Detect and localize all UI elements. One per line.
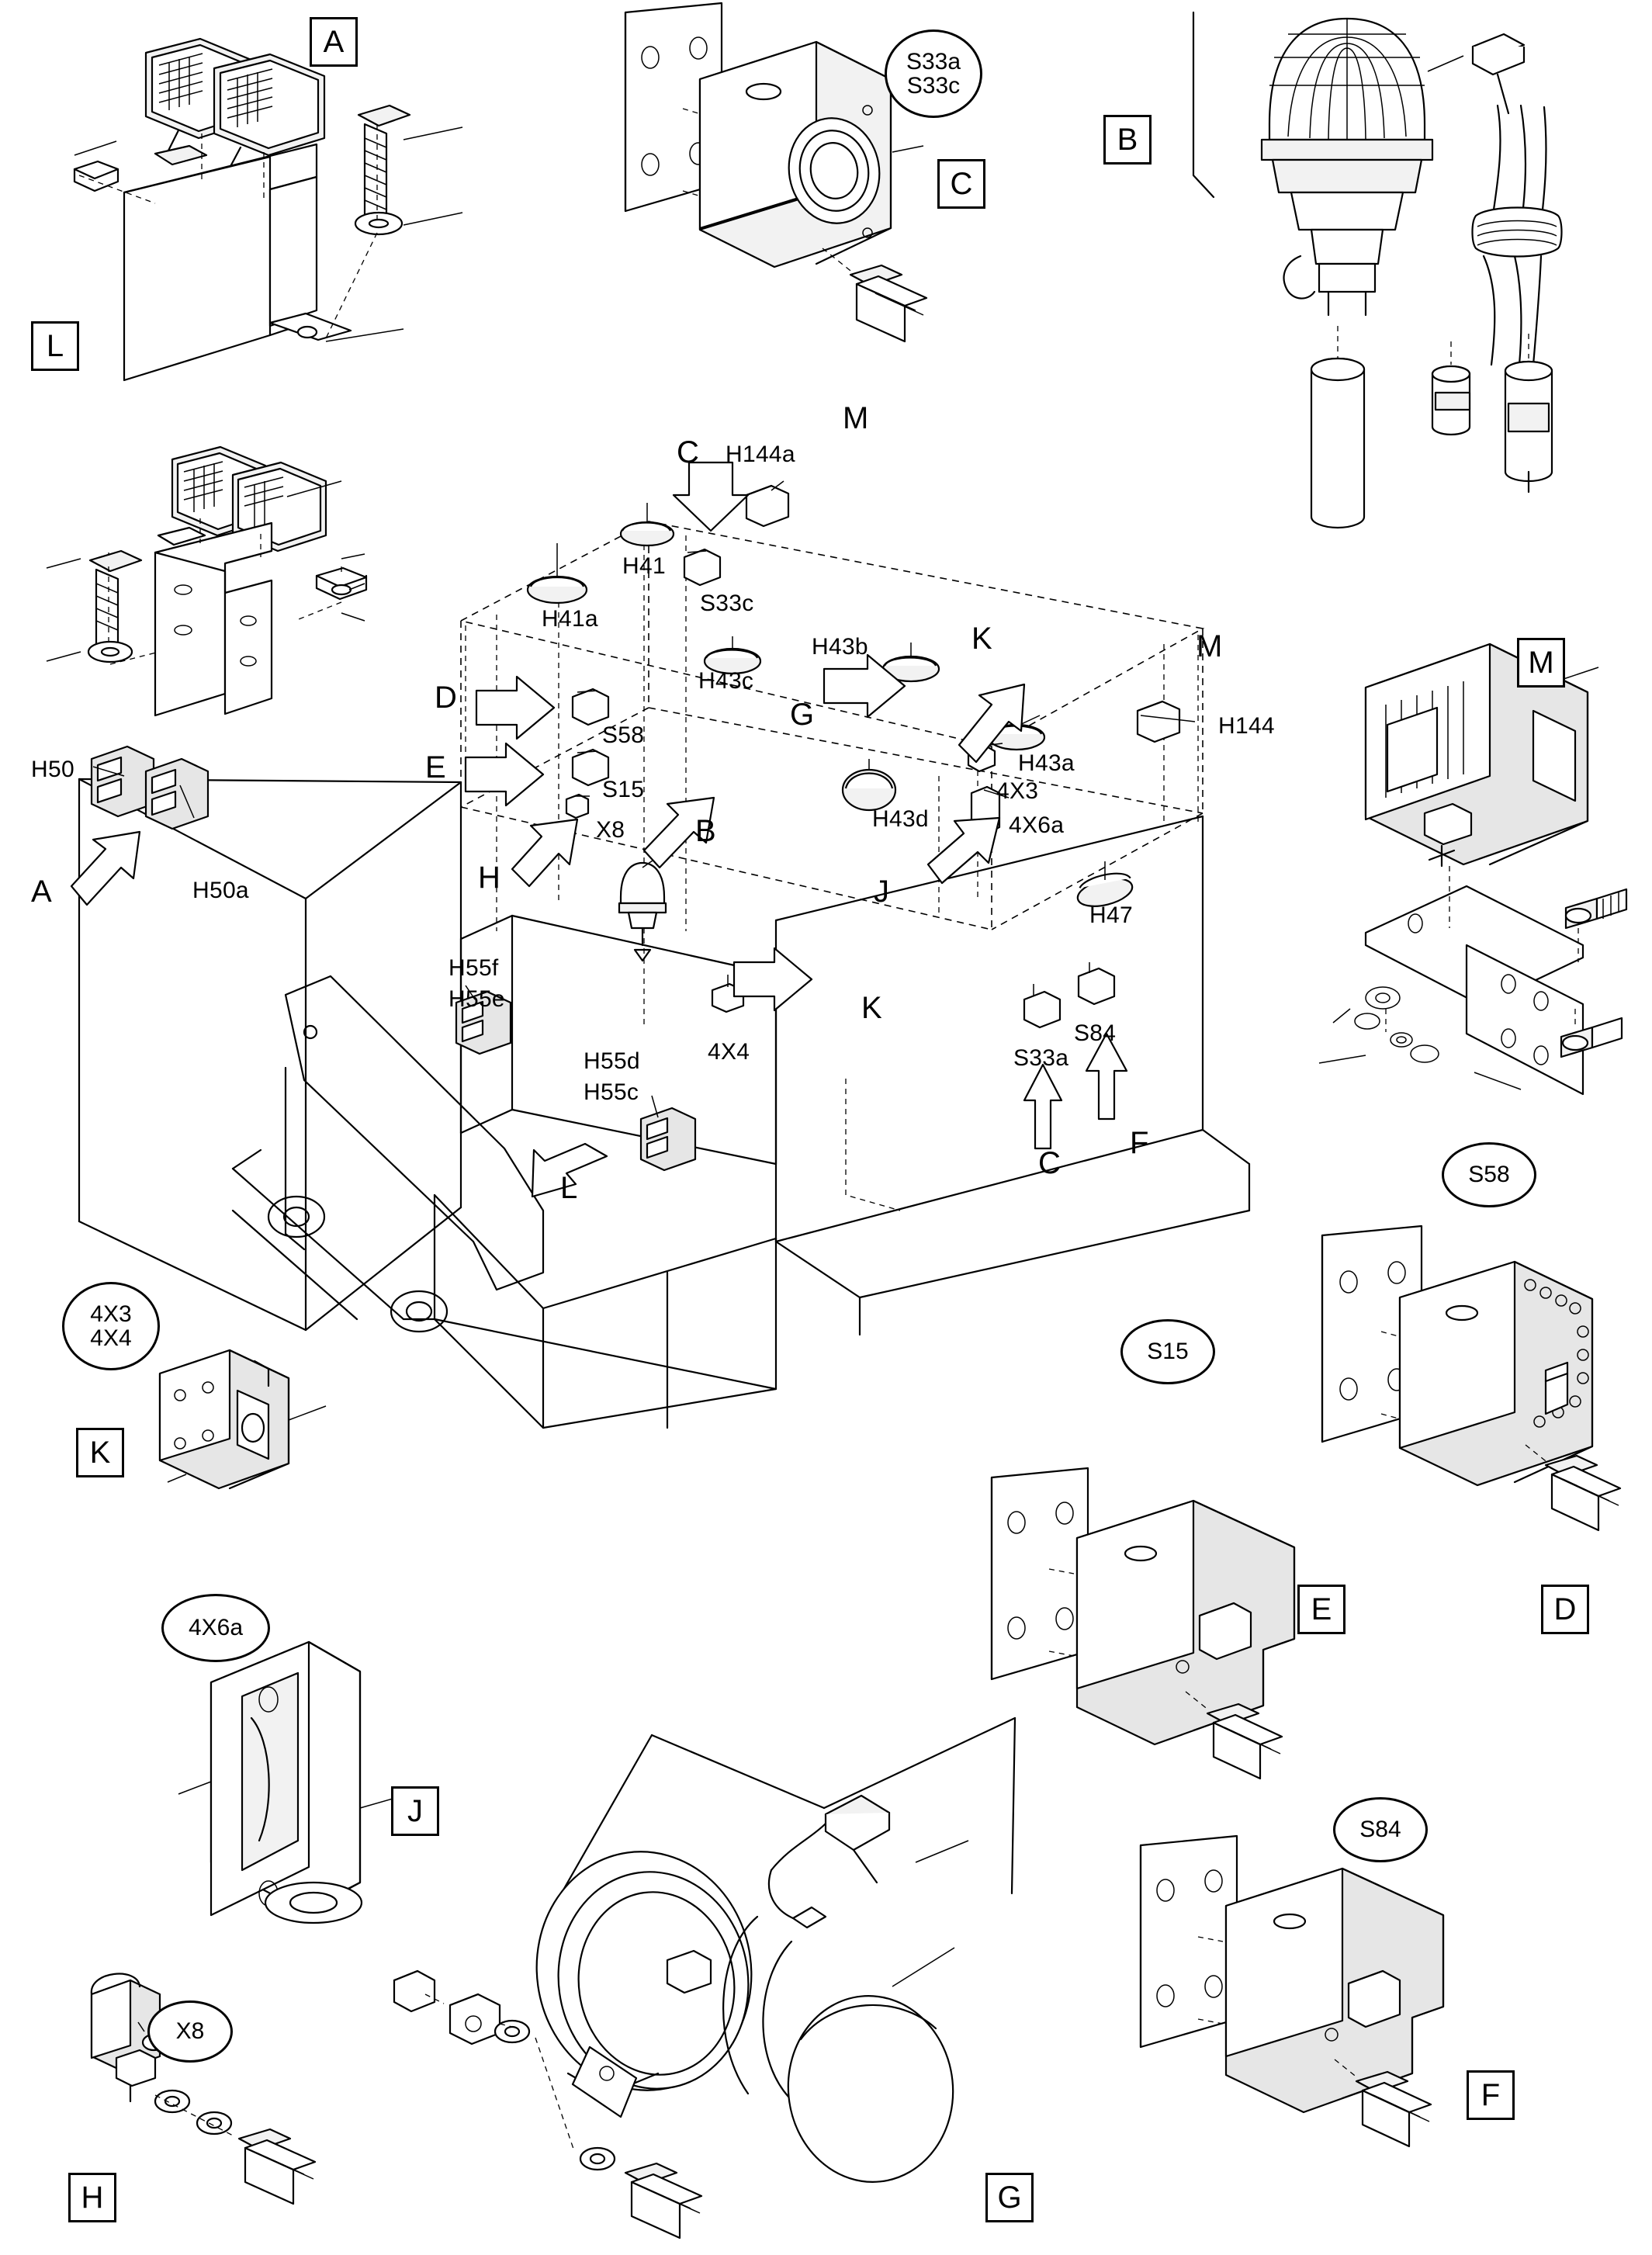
- callout-line: S58: [1468, 1162, 1510, 1188]
- label-4x6a: 4X6a: [1009, 812, 1065, 838]
- group-top-switch-box: [625, 3, 926, 341]
- label-h50: H50: [31, 757, 74, 782]
- group-4x3-4x4-block: [160, 1350, 326, 1488]
- label-4x3: 4X3: [996, 778, 1039, 804]
- label-h41: H41: [622, 553, 666, 579]
- box-label: A: [323, 24, 345, 59]
- box-label: G: [997, 2180, 1022, 2215]
- label-h144a: H144a: [726, 442, 795, 467]
- box-label: H: [81, 2180, 104, 2215]
- label-s84: S84: [1074, 1020, 1117, 1046]
- callout-line: S15: [1147, 1339, 1189, 1365]
- label-h55d: H55d: [584, 1048, 640, 1074]
- box-J-low: [391, 1786, 439, 1836]
- box-L-top: [31, 321, 79, 371]
- box-label: M: [1528, 645, 1554, 680]
- callout-line: X8: [175, 2018, 205, 2045]
- group-top-left-lamp-bracket: [74, 39, 462, 380]
- callout-line: 4X4: [90, 1325, 132, 1351]
- label-h41a: H41a: [542, 606, 598, 632]
- label-h43d: H43d: [872, 806, 929, 832]
- group-s15-box: [992, 1468, 1294, 1779]
- label-h43b: H43b: [812, 634, 868, 660]
- label-h43a: H43a: [1018, 750, 1075, 776]
- label-h55e: H55e: [448, 986, 505, 1012]
- box-label: D: [1553, 1592, 1577, 1626]
- label-e: E: [425, 750, 446, 785]
- callout-4x3-4x4: [62, 1282, 160, 1370]
- callout-line: S84: [1359, 1817, 1401, 1843]
- label-j: J: [874, 875, 890, 909]
- label-h50a: H50a: [192, 878, 249, 903]
- box-label: L: [46, 328, 64, 363]
- label-c-low: C: [1038, 1146, 1062, 1180]
- label-f: F: [1130, 1126, 1149, 1160]
- box-label: C: [950, 166, 973, 201]
- label-b: B: [695, 814, 716, 848]
- group-s58-box: [1322, 1226, 1620, 1530]
- callout-x8: [147, 2000, 233, 2063]
- box-label: B: [1117, 122, 1138, 157]
- box-label: F: [1481, 2077, 1501, 2112]
- callout-s58: [1442, 1142, 1536, 1207]
- label-a: A: [31, 875, 52, 909]
- label-s33a: S33a: [1013, 1045, 1069, 1071]
- box-K-left: [76, 1428, 124, 1477]
- label-c-top: C: [677, 435, 700, 469]
- label-h144: H144: [1218, 713, 1275, 739]
- label-m-up: M: [1197, 629, 1223, 663]
- label-s33c: S33c: [700, 591, 754, 616]
- group-s84-box: [1141, 1836, 1443, 2146]
- label-4x4: 4X4: [708, 1039, 750, 1065]
- box-D-mid: [1541, 1585, 1589, 1634]
- label-s15: S15: [602, 777, 645, 802]
- box-B-top: [1103, 115, 1152, 165]
- callout-line: S33c: [906, 73, 961, 99]
- label-l-low: L: [560, 1171, 578, 1205]
- label-g: G: [790, 698, 815, 732]
- group-horn-assembly: [394, 1718, 1015, 2238]
- label-h: H: [478, 861, 501, 895]
- box-label: E: [1311, 1592, 1332, 1626]
- label-x8: X8: [596, 817, 625, 843]
- part-beacon-small: [619, 863, 666, 961]
- callout-line: S33a: [906, 48, 961, 74]
- label-s58: S58: [602, 722, 645, 748]
- box-G-low: [985, 2173, 1034, 2222]
- group-second-lamp-bracket: [47, 447, 366, 715]
- label-k-low: K: [861, 991, 882, 1025]
- label-h55c: H55c: [584, 1079, 639, 1105]
- label-d: D: [435, 681, 458, 715]
- box-C-top: [937, 159, 985, 209]
- parts-connectors-h55: [456, 992, 695, 1170]
- box-F-low: [1467, 2070, 1515, 2120]
- box-label: K: [89, 1435, 111, 1470]
- label-h43c: H43c: [698, 668, 754, 694]
- callout-line: 4X3: [90, 1301, 132, 1327]
- label-m-top: M: [843, 401, 869, 435]
- callout-4x6a: [161, 1594, 270, 1662]
- callout-s84: [1333, 1797, 1428, 1862]
- group-beacon-assembly: [1193, 12, 1562, 528]
- label-k-up: K: [971, 622, 992, 656]
- callout-s33a-s33c: [885, 29, 982, 118]
- callout-line: 4X6a: [188, 1615, 244, 1641]
- group-relay-controller: [1319, 644, 1626, 1094]
- box-M-right: [1517, 638, 1565, 688]
- group-4x6a-housing: [178, 1642, 403, 1923]
- box-E-mid: [1297, 1585, 1345, 1634]
- callout-s15: [1120, 1319, 1215, 1384]
- box-label: J: [407, 1793, 423, 1828]
- label-h55f: H55f: [448, 955, 499, 981]
- box-H-low: [68, 2173, 116, 2222]
- label-h47: H47: [1089, 902, 1133, 928]
- box-A-top: [310, 17, 358, 67]
